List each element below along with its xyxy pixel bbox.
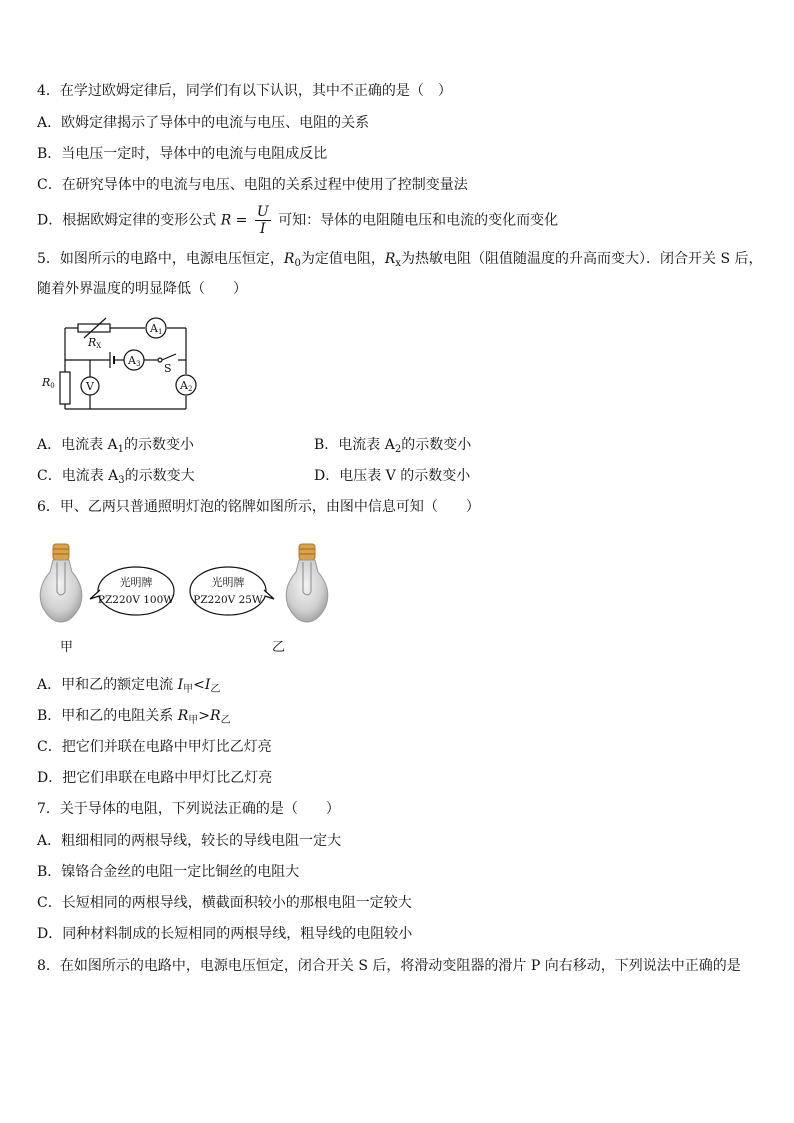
v-label: V bbox=[86, 380, 94, 393]
a2-label: A2 bbox=[180, 379, 193, 393]
q5-option-d: D．电压表 V 的示数变小 bbox=[314, 468, 471, 484]
q5-rx-subscript: x bbox=[395, 258, 402, 269]
q5-stem-part3: 为热敏电阻（阻值随温度的升高而变大）．闭合开关 S 后， bbox=[401, 251, 763, 267]
bulb-right-label: 乙 bbox=[272, 640, 286, 655]
q5-r0-subscript: 0 bbox=[294, 258, 301, 269]
q7-option-a: A．粗细相同的两根导线，较长的导线电阻一定大 bbox=[37, 833, 342, 849]
q5-circuit-diagram bbox=[38, 312, 208, 412]
bulb-right-icon bbox=[286, 544, 328, 622]
q5-option-b: B．电流表 $A_2$的示数变小 bbox=[314, 437, 472, 455]
switch-contact bbox=[158, 358, 162, 362]
bulb-left-label: 甲 bbox=[60, 640, 74, 655]
q7-option-b: B．镍铬合金丝的电阻一定比铜丝的电阻大 bbox=[37, 864, 300, 880]
bulb-left-nameplate bbox=[90, 567, 174, 615]
r0-resistor bbox=[60, 372, 70, 404]
q5-stem-part1: 5．如图所示的电路中，电源电压恒定， bbox=[37, 251, 284, 267]
bulb-left-spec: PZ220V 100W bbox=[97, 594, 175, 606]
bulb-right-spec: PZ220V 25W bbox=[193, 594, 263, 606]
q4-d-formula-numerator: U bbox=[256, 204, 269, 220]
q7-stem: 7．关于导体的电阻，下列说法正确的是（ ） bbox=[37, 801, 340, 817]
r0-label: R0 bbox=[42, 376, 55, 390]
a1-label: A1 bbox=[150, 322, 163, 336]
q5-rx-symbol: R bbox=[384, 251, 396, 267]
bulb-right-brand: 光明牌 bbox=[211, 576, 245, 589]
q4-option-d bbox=[37, 204, 558, 237]
q6-bulb-figure bbox=[36, 540, 336, 658]
q4-stem: 4．在学过欧姆定律后，同学们有以下认识，其中不正确的是（ ） bbox=[37, 83, 452, 99]
q6-stem: 6．甲、乙两只普通照明灯泡的铭牌如图所示，由图中信息可知（ ） bbox=[37, 499, 480, 515]
q4-d-formula-denominator: I bbox=[260, 221, 266, 237]
q5-stem-part2: 为定值电阻， bbox=[300, 251, 385, 267]
q5-stem-line2: 随着外界温度的明显降低（ ） bbox=[37, 281, 247, 297]
q5-option-c: C．电流表 $A_3$的示数变大 bbox=[37, 468, 195, 486]
bulb-left-brand: 光明牌 bbox=[119, 576, 153, 589]
q4-option-c: C．在研究导体中的电流与电压、电阻的关系过程中使用了控制变量法 bbox=[37, 177, 468, 193]
q6-option-b: B．甲和乙的电阻关系 $R_甲>R_乙$ bbox=[37, 708, 231, 726]
q8-stem: 8．在如图所示的电路中，电源电压恒定，闭合开关 S 后，将滑动变阻器的滑片 P 向右移动，下列说法中正确的是 bbox=[37, 958, 741, 974]
q4-d-prefix: D．根据欧姆定律的变形公式 bbox=[37, 212, 217, 229]
q4-option-b: B．当电压一定时，导体中的电流与电阻成反比 bbox=[37, 146, 328, 162]
s-label: S bbox=[164, 362, 172, 375]
q7-option-c: C．长短相同的两根导线，横截面积较小的那根电阻一定较大 bbox=[37, 895, 412, 911]
q5-r0-symbol: R bbox=[283, 251, 295, 267]
q4-d-formula-lhs: R = bbox=[220, 212, 248, 229]
bulb-right-nameplate bbox=[190, 567, 274, 615]
q5-stem bbox=[37, 250, 763, 273]
rx-label: RX bbox=[88, 336, 102, 350]
q6-option-c: C．把它们并联在电路中甲灯比乙灯亮 bbox=[37, 739, 272, 755]
q4-d-suffix: 可知：导体的电阻随电压和电流的变化而变化 bbox=[278, 212, 559, 229]
a3-label: A3 bbox=[128, 354, 141, 368]
q6-option-d: D．把它们串联在电路中甲灯比乙灯亮 bbox=[37, 770, 273, 786]
bulb-left-icon bbox=[40, 544, 82, 622]
q7-option-d: D．同种材料制成的长短相同的两根导线，粗导线的电阻较小 bbox=[37, 926, 413, 942]
rx-resistor bbox=[78, 324, 110, 332]
q4-d-formula-fraction bbox=[255, 204, 271, 237]
q6-option-a: A．甲和乙的额定电流 $I_甲<I_乙$ bbox=[37, 677, 221, 695]
q4-option-a: A．欧姆定律揭示了导体中的电流与电压、电阻的关系 bbox=[37, 115, 370, 131]
q5-option-a: A．电流表 $A_1$的示数变小 bbox=[37, 437, 195, 455]
